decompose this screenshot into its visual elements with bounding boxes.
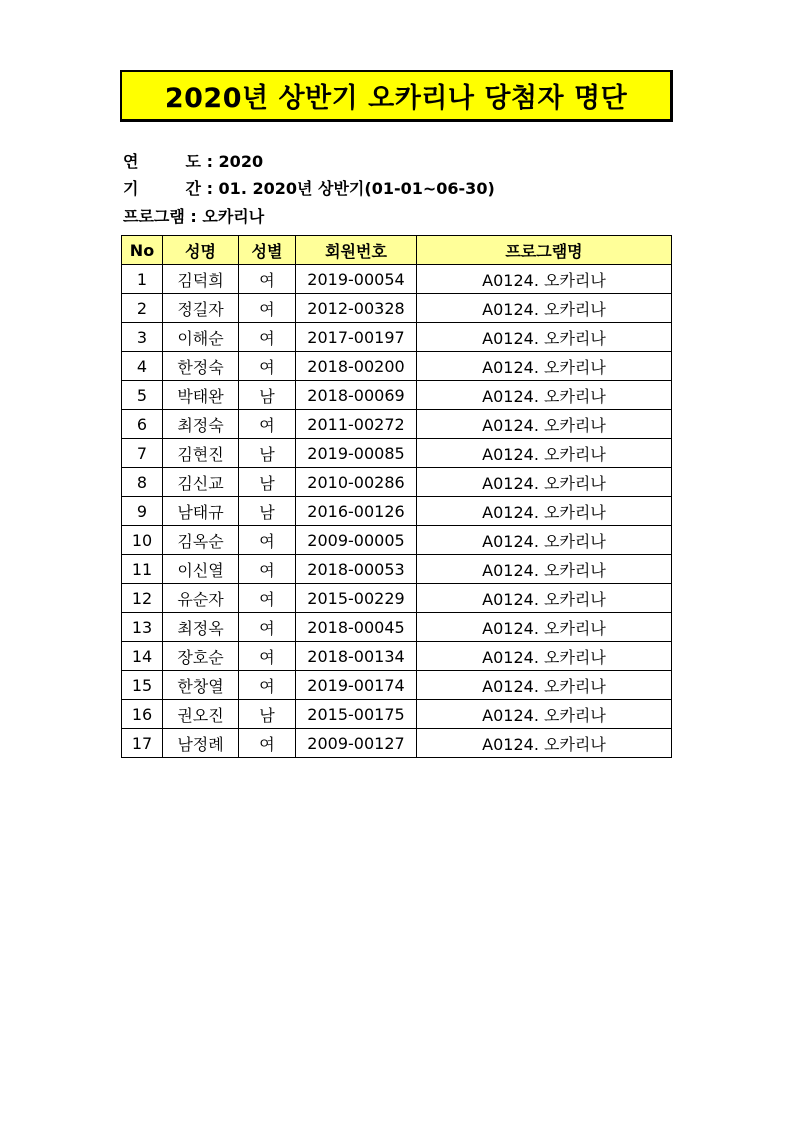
cell-gender: 여 — [239, 642, 296, 671]
table-body — [122, 265, 672, 758]
cell-member-id: 2012-00328 — [296, 294, 417, 323]
table-row — [122, 381, 672, 410]
period-separator: : — [201, 179, 219, 198]
cell-name: 박태완 — [163, 381, 239, 410]
info-period-row — [123, 177, 495, 201]
table-row — [122, 613, 672, 642]
year-value: 2020 — [218, 152, 264, 171]
cell-no: 11 — [122, 555, 163, 584]
cell-member-id: 2011-00272 — [296, 410, 417, 439]
cell-member-id: 2019-00054 — [296, 265, 417, 294]
cell-member-id: 2018-00053 — [296, 555, 417, 584]
page-title: 2020년 상반기 오카리나 당첨자 명단 — [164, 83, 628, 114]
header-member-id: 회원번호 — [296, 236, 417, 265]
cell-name: 유순자 — [163, 584, 239, 613]
winners-table — [121, 235, 672, 758]
cell-gender: 남 — [239, 381, 296, 410]
year-label-part-1: 연 — [123, 152, 139, 171]
cell-program-name: A0124. 오카리나 — [417, 642, 672, 671]
cell-no: 13 — [122, 613, 163, 642]
cell-no: 17 — [122, 729, 163, 758]
cell-no: 3 — [122, 323, 163, 352]
table-row — [122, 410, 672, 439]
header-program-name: 프로그램명 — [417, 236, 672, 265]
cell-program-name: A0124. 오카리나 — [417, 613, 672, 642]
period-value: 01. 2020년 상반기(01-01~06-30) — [218, 179, 495, 198]
cell-member-id: 2018-00200 — [296, 352, 417, 381]
table-row — [122, 671, 672, 700]
cell-gender: 여 — [239, 410, 296, 439]
cell-program-name: A0124. 오카리나 — [417, 526, 672, 555]
cell-gender: 여 — [239, 584, 296, 613]
cell-gender: 여 — [239, 323, 296, 352]
cell-program-name: A0124. 오카리나 — [417, 381, 672, 410]
cell-member-id: 2019-00085 — [296, 439, 417, 468]
cell-no: 8 — [122, 468, 163, 497]
cell-gender: 여 — [239, 613, 296, 642]
table-row — [122, 700, 672, 729]
cell-name: 김신교 — [163, 468, 239, 497]
cell-program-name: A0124. 오카리나 — [417, 352, 672, 381]
cell-no: 7 — [122, 439, 163, 468]
cell-member-id: 2010-00286 — [296, 468, 417, 497]
cell-member-id: 2015-00175 — [296, 700, 417, 729]
cell-program-name: A0124. 오카리나 — [417, 468, 672, 497]
year-label — [123, 150, 201, 174]
cell-program-name: A0124. 오카리나 — [417, 700, 672, 729]
table-row — [122, 497, 672, 526]
cell-gender: 남 — [239, 700, 296, 729]
cell-name: 한창열 — [163, 671, 239, 700]
table-row — [122, 555, 672, 584]
cell-member-id: 2018-00045 — [296, 613, 417, 642]
cell-gender: 여 — [239, 265, 296, 294]
cell-no: 12 — [122, 584, 163, 613]
cell-program-name: A0124. 오카리나 — [417, 265, 672, 294]
cell-program-name: A0124. 오카리나 — [417, 671, 672, 700]
cell-gender: 남 — [239, 439, 296, 468]
cell-member-id: 2019-00174 — [296, 671, 417, 700]
cell-name: 이신열 — [163, 555, 239, 584]
cell-no: 6 — [122, 410, 163, 439]
table-row — [122, 265, 672, 294]
cell-program-name: A0124. 오카리나 — [417, 323, 672, 352]
cell-no: 14 — [122, 642, 163, 671]
cell-name: 남태규 — [163, 497, 239, 526]
header-gender: 성별 — [239, 236, 296, 265]
header-name: 성명 — [163, 236, 239, 265]
cell-gender: 여 — [239, 729, 296, 758]
program-label: 프로그램 — [123, 207, 185, 226]
cell-gender: 여 — [239, 526, 296, 555]
cell-program-name: A0124. 오카리나 — [417, 410, 672, 439]
table-row — [122, 729, 672, 758]
cell-name: 김옥순 — [163, 526, 239, 555]
cell-member-id: 2009-00005 — [296, 526, 417, 555]
period-label-part-1: 기 — [123, 179, 139, 198]
cell-member-id: 2009-00127 — [296, 729, 417, 758]
cell-name: 한정숙 — [163, 352, 239, 381]
cell-program-name: A0124. 오카리나 — [417, 555, 672, 584]
cell-gender: 남 — [239, 497, 296, 526]
cell-gender: 여 — [239, 352, 296, 381]
program-separator: : — [184, 207, 203, 226]
header-no: No — [122, 236, 163, 265]
cell-member-id: 2015-00229 — [296, 584, 417, 613]
cell-no: 15 — [122, 671, 163, 700]
year-separator: : — [201, 152, 219, 171]
cell-no: 2 — [122, 294, 163, 323]
info-year-row — [123, 150, 263, 174]
table-row — [122, 352, 672, 381]
cell-no: 5 — [122, 381, 163, 410]
cell-name: 장호순 — [163, 642, 239, 671]
cell-name: 이해순 — [163, 323, 239, 352]
cell-member-id: 2018-00134 — [296, 642, 417, 671]
table-row — [122, 584, 672, 613]
cell-name: 김덕희 — [163, 265, 239, 294]
cell-name: 최정숙 — [163, 410, 239, 439]
period-label-part-2: 간 — [185, 179, 201, 198]
cell-name: 최정옥 — [163, 613, 239, 642]
cell-member-id: 2016-00126 — [296, 497, 417, 526]
cell-no: 10 — [122, 526, 163, 555]
cell-gender: 남 — [239, 468, 296, 497]
cell-no: 4 — [122, 352, 163, 381]
title-banner — [120, 70, 673, 122]
period-label — [123, 177, 201, 201]
table-header-row — [122, 236, 672, 265]
cell-no: 16 — [122, 700, 163, 729]
cell-program-name: A0124. 오카리나 — [417, 729, 672, 758]
table-row — [122, 526, 672, 555]
table-row — [122, 294, 672, 323]
year-label-part-2: 도 — [185, 152, 201, 171]
cell-gender: 여 — [239, 671, 296, 700]
cell-gender: 여 — [239, 294, 296, 323]
cell-program-name: A0124. 오카리나 — [417, 294, 672, 323]
info-program-row — [123, 205, 264, 229]
table-row — [122, 468, 672, 497]
cell-member-id: 2018-00069 — [296, 381, 417, 410]
cell-program-name: A0124. 오카리나 — [417, 584, 672, 613]
cell-gender: 여 — [239, 555, 296, 584]
cell-name: 남정례 — [163, 729, 239, 758]
table-row — [122, 642, 672, 671]
cell-program-name: A0124. 오카리나 — [417, 439, 672, 468]
cell-no: 9 — [122, 497, 163, 526]
table-row — [122, 439, 672, 468]
cell-member-id: 2017-00197 — [296, 323, 417, 352]
cell-name: 정길자 — [163, 294, 239, 323]
cell-no: 1 — [122, 265, 163, 294]
cell-program-name: A0124. 오카리나 — [417, 497, 672, 526]
cell-name: 권오진 — [163, 700, 239, 729]
table-row — [122, 323, 672, 352]
program-value: 오카리나 — [202, 207, 265, 226]
cell-name: 김현진 — [163, 439, 239, 468]
